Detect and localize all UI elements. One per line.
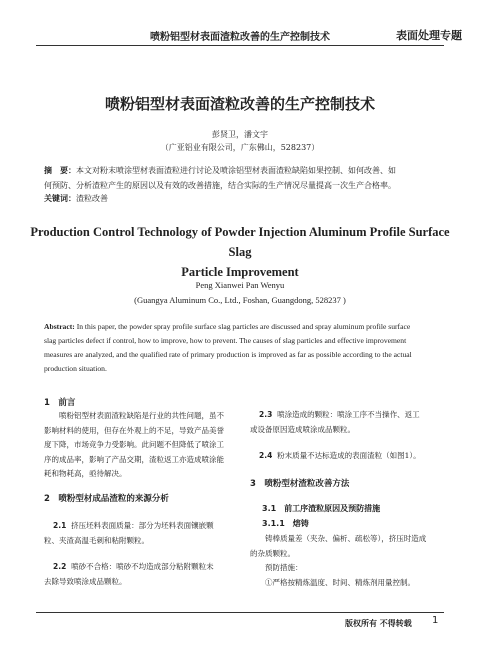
abstract-en-line: production situation. <box>44 364 107 373</box>
footer-rule <box>36 612 444 613</box>
text-line: ①严格按精炼温度、时间、精炼剂用量控制。 <box>265 577 415 587</box>
text-line: 预防措施： <box>265 563 303 572</box>
paragraph-intro <box>44 409 240 482</box>
subsection-number: 2.1 <box>53 521 67 530</box>
paragraph-casting <box>250 532 446 590</box>
running-header-title: 喷粉铝型材表面渣粒改善的生产控制技术 <box>150 32 330 43</box>
subsection-2-3 <box>250 408 446 437</box>
keywords-cn-label: 关键词： <box>44 194 76 203</box>
abstract-en-line: In this paper, the powder spray profile surface slag particles are discussed and spray aluminum profile surface <box>74 322 411 331</box>
text-line: 或设备原因造成喷涂成品颗粒。 <box>250 424 355 434</box>
title-en-line: Particle Improvement <box>181 265 299 279</box>
text-line: 度下降，市场竞争力受影响。此问题不但降低了喷涂工 <box>44 440 224 449</box>
subsection-number: 2.2 <box>53 562 67 571</box>
text-line: 喷砂不合格：喷砂不均造成部分粘附颗粒未 <box>71 562 214 571</box>
subsection-number: 2.3 <box>259 410 273 419</box>
abstract-cn-line: 本文对粉末喷涂型材表面渣粒进行讨论及喷涂铝型材表面渣粒缺陷如果控制、如何改善、如 <box>76 166 396 175</box>
affiliation-en: (Guangya Aluminum Co., Ltd., Foshan, Guangdong, 528237 ) <box>134 295 346 305</box>
text-line: 的杂质颗粒。 <box>250 548 295 558</box>
section-heading-1: 1 前言 <box>44 398 76 408</box>
abstract-cn-label: 摘 要： <box>44 166 76 175</box>
text-line: 铸棒质量差（夹杂、偏析、疏松等），挤压时造成 <box>265 534 427 543</box>
article-title-cn: 喷粉铝型材表面渣粒改善的生产控制技术 <box>104 95 375 113</box>
header-rule <box>36 45 444 46</box>
text-line: 粒、夹渣高温毛刺和粘附颗粒。 <box>44 535 149 545</box>
text-line: 喷涂造成的颗粒：喷涂工序不当操作、返工 <box>277 410 420 419</box>
abstract-en-label: Abstract: <box>44 322 75 331</box>
subsection-2-4 <box>250 449 446 464</box>
copyright-notice: 版权所有 不得转载 <box>345 618 412 628</box>
abstract-en-line: slag particles defect if control, how to improve, how to prevent. The causes of slag particles and effective improvement <box>44 336 407 345</box>
abstract-cn-line: 何预防、分析渣粒产生的原因以及有效的改善措施，结合实际的生产情况尽量提高一次生产合格率。 <box>44 181 396 190</box>
page-number: 1 <box>432 615 439 626</box>
authors-en: Peng Xianwei Pan Wenyu <box>195 280 285 290</box>
text-line: 影响材料的使用，但存在外观上的不足，导致产品美誉 <box>44 425 224 435</box>
subsection-2-1 <box>44 519 240 548</box>
abstract-en <box>44 320 442 376</box>
keywords-cn-value: 渣粒改善 <box>76 194 108 203</box>
text-line: 耗和物耗高，亟待解决。 <box>44 469 127 478</box>
text-line: 去除导致喷涂成品颗粒。 <box>44 576 127 586</box>
section-heading-2: 2 喷粉型材成品渣粒的来源分析 <box>44 494 169 504</box>
authors-cn: 彭贤卫，潘文宇 <box>212 130 268 139</box>
subsection-heading-3-1-1: 3.1.1 熔铸 <box>262 519 309 528</box>
running-header-tag: 表面处理专题 <box>396 29 462 42</box>
subsection-2-2 <box>44 560 240 589</box>
abstract-en-line: measures are analyzed, and the qualified rate of primary production is improved as far as possible according to the actual <box>44 350 412 359</box>
affiliation-cn: （广亚铝业有限公司，广东佛山，528237） <box>160 143 320 152</box>
subsection-heading-3-1: 3.1 前工序渣粒原因及预防措施 <box>262 504 381 513</box>
text-line: 喷粉铝型材表面渣粒缺陷是行业的共性问题，虽不 <box>59 411 224 420</box>
text-line: 序的成品率，影响了产品交期，渣粒返工亦造成喷涂能 <box>44 454 224 464</box>
article-title-en <box>30 222 450 282</box>
abstract-cn <box>44 163 444 193</box>
subsection-number: 2.4 <box>259 451 273 460</box>
title-en-line: Production Control Technology of Powder Injection Aluminum Profile Surface Slag <box>30 225 450 259</box>
text-line: 粉末质量不达标造成的表面渣粒（如图1）。 <box>277 451 421 460</box>
section-heading-3: 3 喷粉型材渣粒改善方法 <box>250 479 350 489</box>
keywords-cn <box>44 193 108 204</box>
text-line: 挤压坯料表面质量：部分为坯料表面镶嵌颗 <box>71 521 214 530</box>
